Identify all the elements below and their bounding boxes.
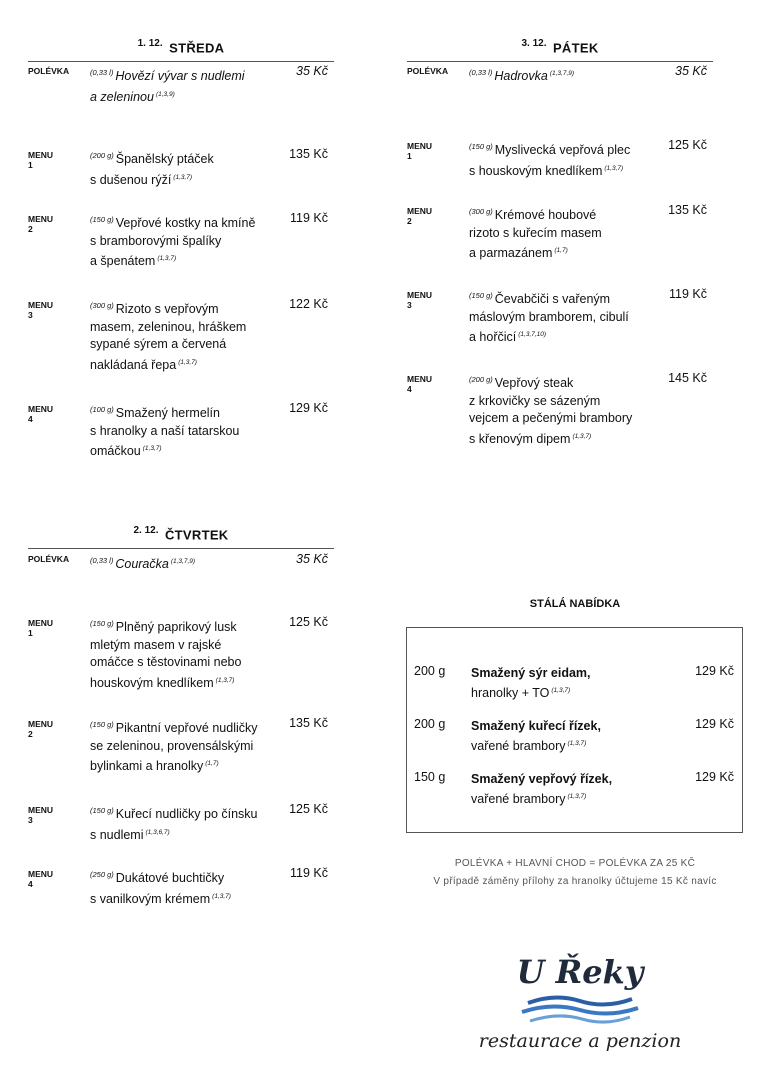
day-name: PÁTEK xyxy=(552,40,599,56)
menu-label: MENU 3 xyxy=(28,805,54,825)
soup-label: POLÉVKA xyxy=(28,66,70,76)
menu-label: MENU 3 xyxy=(28,300,54,320)
logo-name: U Řeky xyxy=(516,953,644,991)
menu-dish: $^{(300 g)}$ Rizoto s vepřovým masem, zeleninou, hráškem sypané sýrem a červená nakládaná řepa $^{(1,3,7)}$ xyxy=(90,301,247,372)
menu-price: 129 Kč xyxy=(289,401,328,415)
soup-dish: $^{(0,33 l)}$ Hadrovka $^{(1,3,7,9)}$ xyxy=(469,68,575,84)
soup-price: 35 Kč xyxy=(296,64,328,78)
menu-dish: $^{(150 g)}$ Kuřecí nudličky po čínsku s nudlemi $^{(1,3,6,7)}$ xyxy=(90,806,258,842)
item-price: 129 Kč xyxy=(695,717,734,731)
menu-price: 119 Kč xyxy=(290,211,328,225)
item-dish: Smažený sýr eidam, hranolky + TO $^{(1,3,7)}$ xyxy=(471,666,591,701)
day-divider xyxy=(28,548,334,549)
menu-dish: $^{(100 g)}$ Smažený hermelín s hranolky a naší tatarskou omáčkou $^{(1,3,7)}$ xyxy=(90,405,240,459)
menu-price: 125 Kč xyxy=(668,138,707,152)
menu-dish: $^{(150 g)}$ Pikantní vepřové nudličky se zeleninou, provensálskými bylinkami a hranolky $^{(1,7)}$ xyxy=(90,720,258,774)
logo-subtitle: restaurace a penzion xyxy=(478,1030,682,1052)
menu-price: 119 Kč xyxy=(669,287,707,301)
menu-label: MENU 2 xyxy=(407,206,433,226)
menu-price: 119 Kč xyxy=(290,866,328,880)
menu-price: 122 Kč xyxy=(289,297,328,311)
soup-price: 35 Kč xyxy=(675,64,707,78)
menu-dish: $^{(150 g)}$ Myslivecká vepřová plec s houskovým knedlíkem $^{(1,3,7)}$ xyxy=(469,142,631,178)
menu-price: 135 Kč xyxy=(668,203,707,217)
menu-dish: $^{(200 g)}$ Vepřový steak z krkovičky se sázeným vejcem a pečenými brambory s křenovým dipem $^{(1,3,7)}$ xyxy=(469,375,633,446)
wave-icon xyxy=(528,997,632,1004)
menu-price: 125 Kč xyxy=(289,615,328,629)
menu-label: MENU 4 xyxy=(407,374,433,394)
item-price: 129 Kč xyxy=(695,770,734,784)
soup-label: POLÉVKA xyxy=(28,554,70,564)
wave-icon xyxy=(522,1006,638,1013)
menu-price: 135 Kč xyxy=(289,147,328,161)
day-name: STŘEDA xyxy=(169,40,225,56)
menu-label: MENU 1 xyxy=(28,150,54,170)
soup-label: POLÉVKA xyxy=(407,66,449,76)
menu-label: MENU 3 xyxy=(407,290,433,310)
menu-label: MENU 1 xyxy=(28,618,54,638)
menu-label: MENU 4 xyxy=(28,869,54,889)
day-divider xyxy=(28,61,334,62)
soup-dish: $^{(0,33 l)}$ Hovězí vývar s nudlemi a zeleninou $^{(1,3,9)}$ xyxy=(90,68,245,104)
day-header-streda xyxy=(28,38,334,57)
item-weight: 150 g xyxy=(414,770,446,784)
logo-graphic xyxy=(470,945,690,1065)
day-date: 3. 12. xyxy=(521,38,547,49)
day-name: ČTVRTEK xyxy=(164,527,229,543)
menu-dish: $^{(200 g)}$ Španělský ptáček s dušenou rýží $^{(1,3,7)}$ xyxy=(90,151,214,187)
menu-label: MENU 4 xyxy=(28,404,54,424)
menu-label: MENU 1 xyxy=(407,141,433,161)
permanent-offer-title: STÁLÁ NABÍDKA xyxy=(529,598,621,610)
menu-price: 125 Kč xyxy=(289,802,328,816)
item-weight: 200 g xyxy=(414,664,446,678)
item-price: 129 Kč xyxy=(695,664,734,678)
permanent-offer-box xyxy=(406,627,743,833)
day-divider xyxy=(407,61,713,62)
soup-price: 35 Kč xyxy=(296,552,328,566)
menu-dish: $^{(150 g)}$ Vepřové kostky na kmíně s bramborovými špalíky a špenátem $^{(1,3,7)}$ xyxy=(90,215,256,269)
day-date: 2. 12. xyxy=(133,525,159,536)
menu-dish: $^{(300 g)}$ Krémové houbové rizoto s kuřecím masem a parmazánem $^{(1,7)}$ xyxy=(469,207,602,261)
wave-icon xyxy=(530,1016,630,1022)
menu-dish: $^{(250 g)}$ Dukátové buchtičky s vanilkovým krémem $^{(1,3,7)}$ xyxy=(90,870,231,906)
day-header-patek xyxy=(407,38,713,57)
menu-dish: $^{(150 g)}$ Čevabčiči s vařeným máslovým bramborem, cibulí a hořčicí $^{(1,3,7,10)}$ xyxy=(469,291,629,345)
menu-label: MENU 2 xyxy=(28,214,54,234)
soup-dish: $^{(0,33 l)}$ Couračka $^{(1,3,7,9)}$ xyxy=(90,556,196,572)
item-weight: 200 g xyxy=(414,717,446,731)
restaurant-logo xyxy=(470,945,690,1065)
day-date: 1. 12. xyxy=(137,38,163,49)
menu-price: 135 Kč xyxy=(289,716,328,730)
menu-label: MENU 2 xyxy=(28,719,54,739)
menu-dish: $^{(150 g)}$ Plněný paprikový lusk mletým masem v rajské omáčce s těstovinami nebo houskovým knedlíkem $^{(1,3,7)}$ xyxy=(90,619,242,690)
item-dish: Smažený vepřový řízek, vařené brambory $^{(1,3,7)}$ xyxy=(471,772,613,807)
fries-surcharge-note: V případě záměny přílohy za hranolky účtujeme 15 Kč navíc xyxy=(433,876,717,887)
combo-note: POLÉVKA + HLAVNÍ CHOD = POLÉVKA ZA 25 KČ xyxy=(454,858,696,869)
day-header-ctvrtek xyxy=(28,525,334,544)
menu-price: 145 Kč xyxy=(668,371,707,385)
item-dish: Smažený kuřecí řízek, vařené brambory $^{(1,3,7)}$ xyxy=(471,719,601,754)
